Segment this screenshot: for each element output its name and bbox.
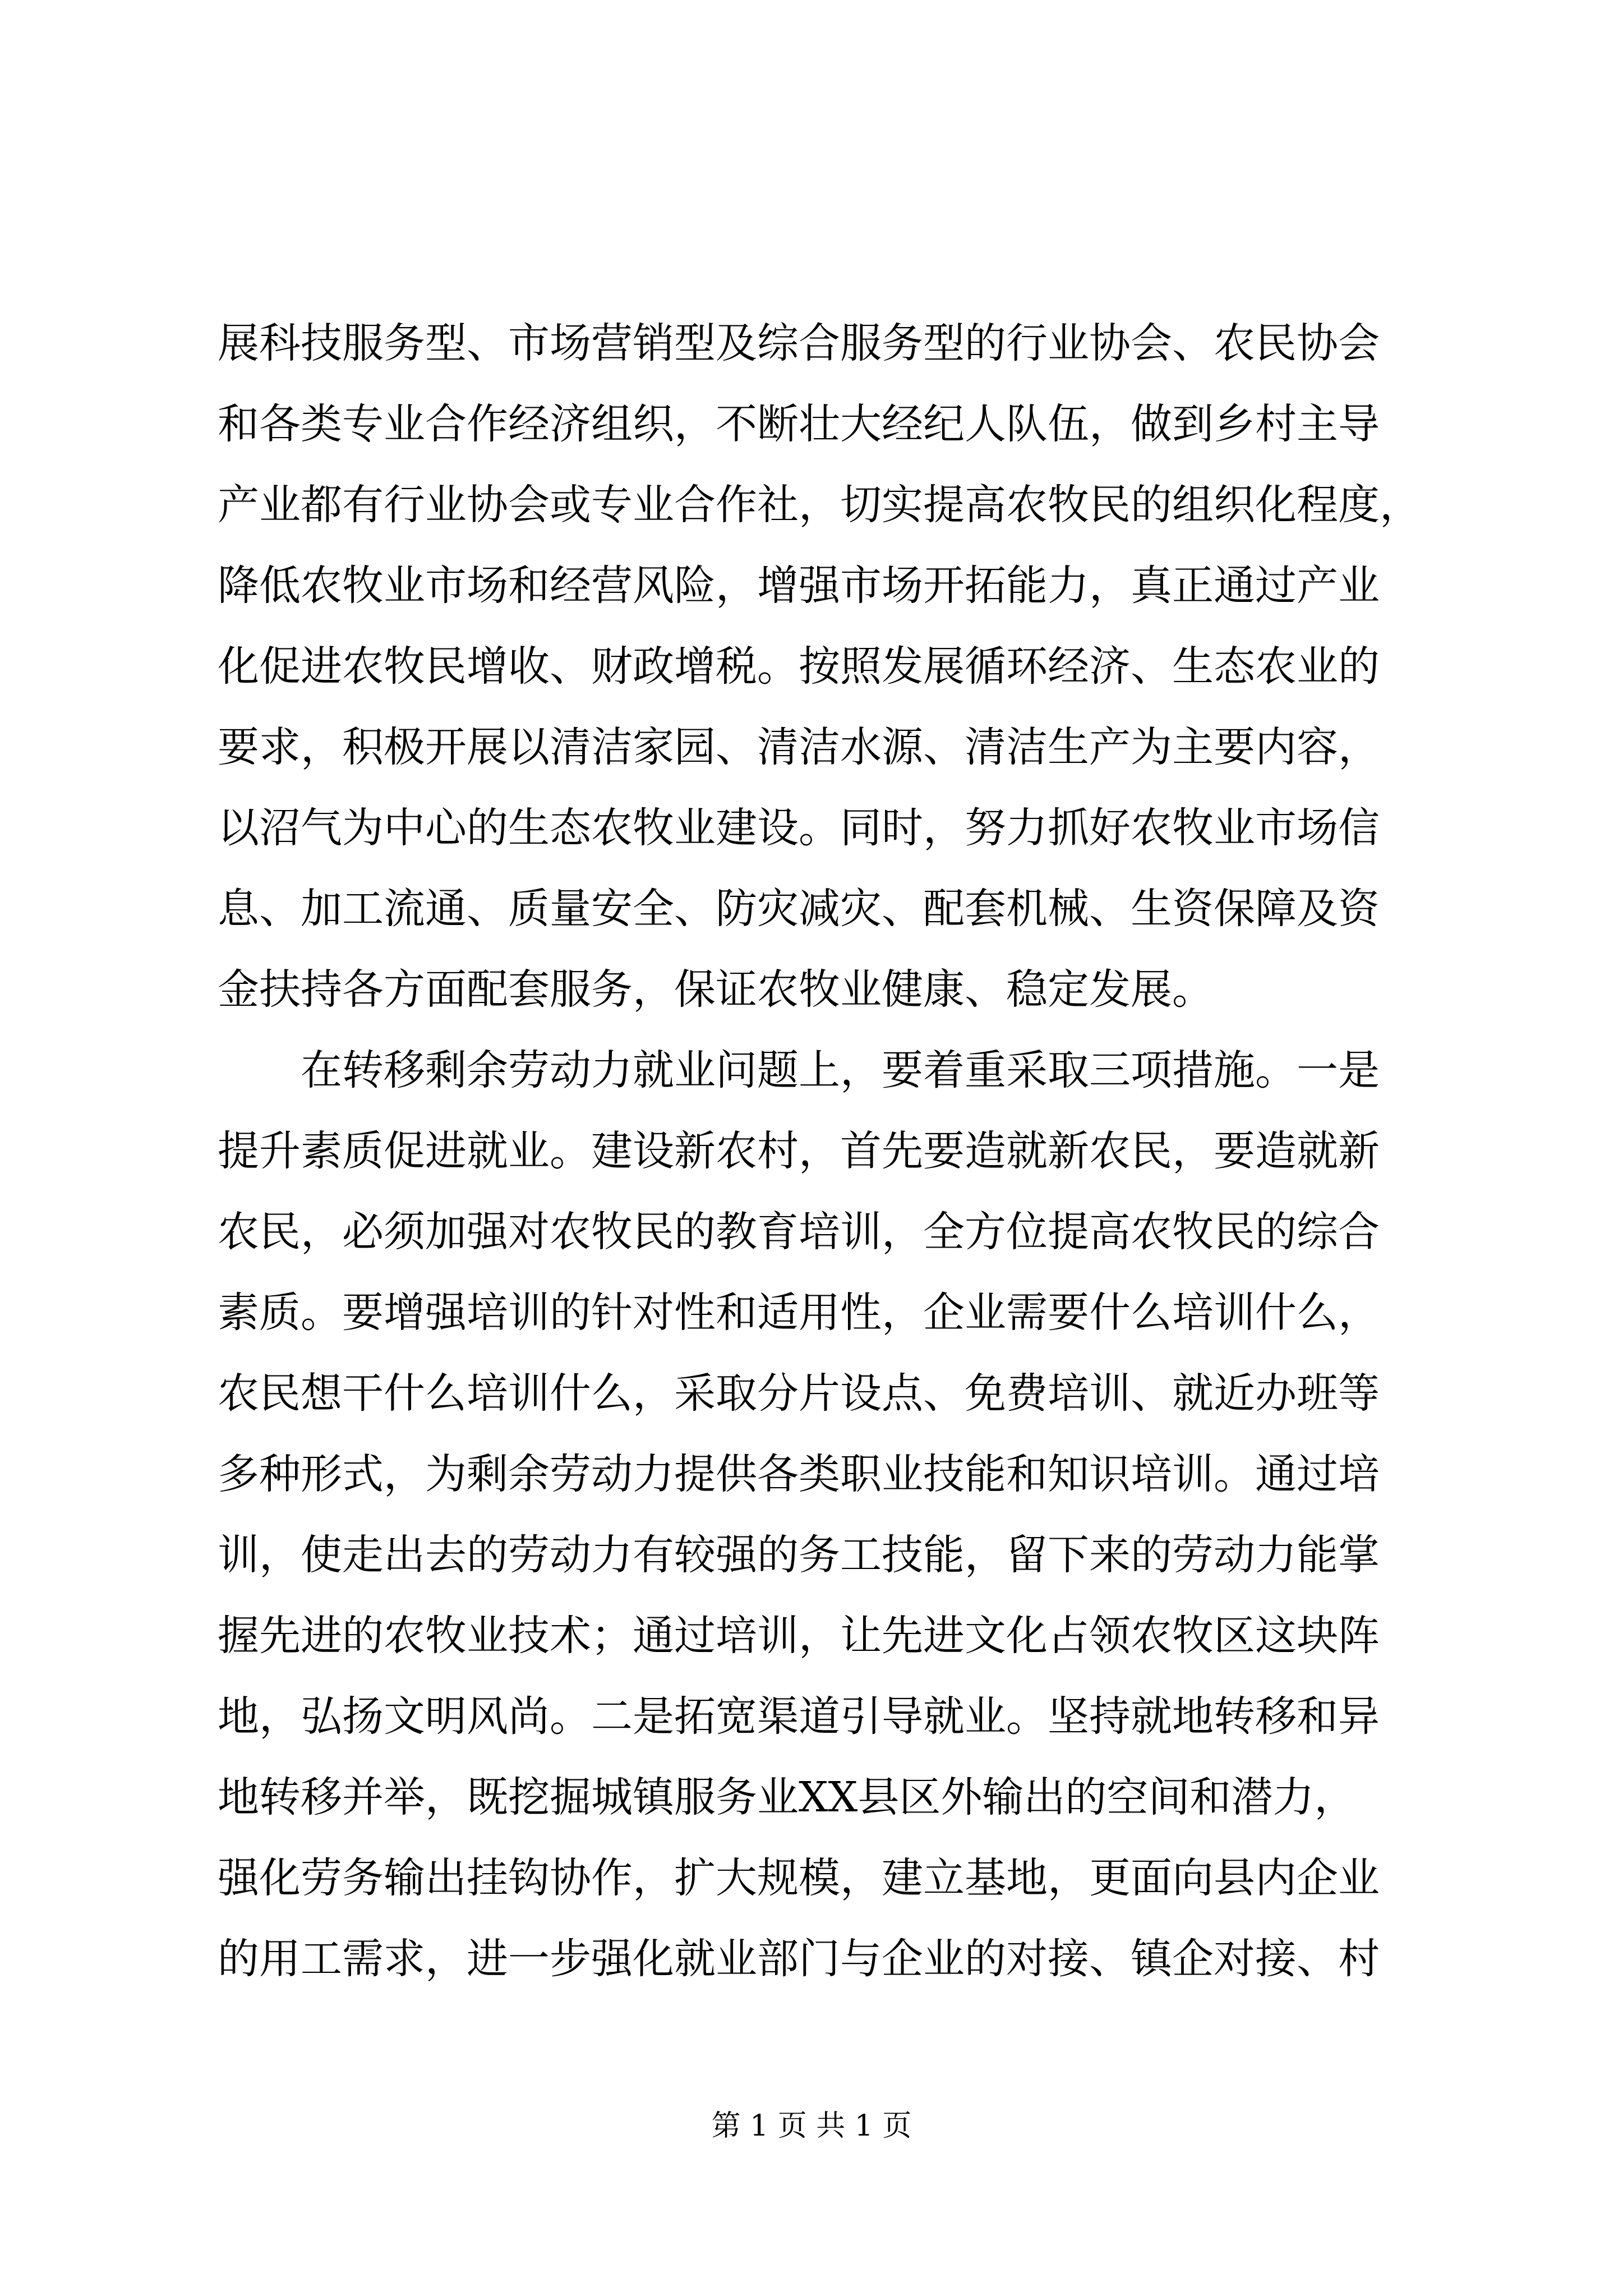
text-line-3: 产业都有行业协会或专业合作社，切实提高农牧民的组织化程度， — [218, 481, 1421, 529]
text-line-13: 素质。要增强培训的针对性和适用性，企业需要什么培训什么， — [218, 1289, 1380, 1337]
page-footer — [0, 2106, 1623, 2146]
text-line-21: 的用工需求，进一步强化就业部门与企业的对接、镇企对接、村 — [218, 1935, 1380, 1983]
text-line-2: 和各类专业合作经济组织，不断壮大经纪人队伍，做到乡村主导 — [218, 400, 1380, 448]
text-line-7: 以沼气为中心的生态农牧业建设。同时，努力抓好农牧业市场信 — [218, 804, 1380, 852]
page-number-label: 第 1 页 共 1 页 — [711, 2109, 912, 2143]
text-line-12: 农民，必须加强对农牧民的教育培训，全方位提高农牧民的综合 — [218, 1208, 1380, 1256]
text-line-10: 在转移剩余劳动力就业问题上，要着重采取三项措施。一是 — [301, 1046, 1380, 1094]
text-line-6: 要求，积极开展以清洁家园、清洁水源、清洁生产为主要内容， — [218, 723, 1380, 771]
text-line-14: 农民想干什么培训什么，采取分片设点、免费培训、就近办班等 — [218, 1369, 1380, 1418]
text-line-8: 息、加工流通、质量安全、防灾减灾、配套机械、生资保障及资 — [218, 885, 1380, 933]
text-line-16: 训，使走出去的劳动力有较强的务工技能，留下来的劳动力能掌 — [218, 1531, 1380, 1579]
body-text — [218, 303, 1421, 1999]
text-line-17: 握先进的农牧业技术；通过培训，让先进文化占领农牧区这块阵 — [218, 1612, 1380, 1660]
text-line-18: 地，弘扬文明风尚。二是拓宽渠道引导就业。坚持就地转移和异 — [218, 1692, 1380, 1741]
text-line-9: 金扶持各方面配套服务，保证农牧业健康、稳定发展。 — [218, 965, 1214, 1014]
text-line-1: 展科技服务型、市场营销型及综合服务型的行业协会、农民协会 — [218, 319, 1380, 367]
text-line-5: 化促进农牧民增收、财政增税。按照发展循环经济、生态农业的 — [218, 642, 1380, 691]
text-line-20: 强化劳务输出挂钩协作，扩大规模，建立基地，更面向县内企业 — [218, 1854, 1380, 1902]
text-line-15: 多种形式，为剩余劳动力提供各类职业技能和知识培训。通过培 — [218, 1450, 1380, 1498]
text-line-19: 地转移并举，既挖掘城镇服务业XX县区外输出的空间和潜力， — [218, 1773, 1356, 1821]
text-line-11: 提升素质促进就业。建设新农村，首先要造就新农民，要造就新 — [218, 1127, 1380, 1175]
text-line-4: 降低农牧业市场和经营风险，增强市场开拓能力，真正通过产业 — [218, 562, 1380, 610]
